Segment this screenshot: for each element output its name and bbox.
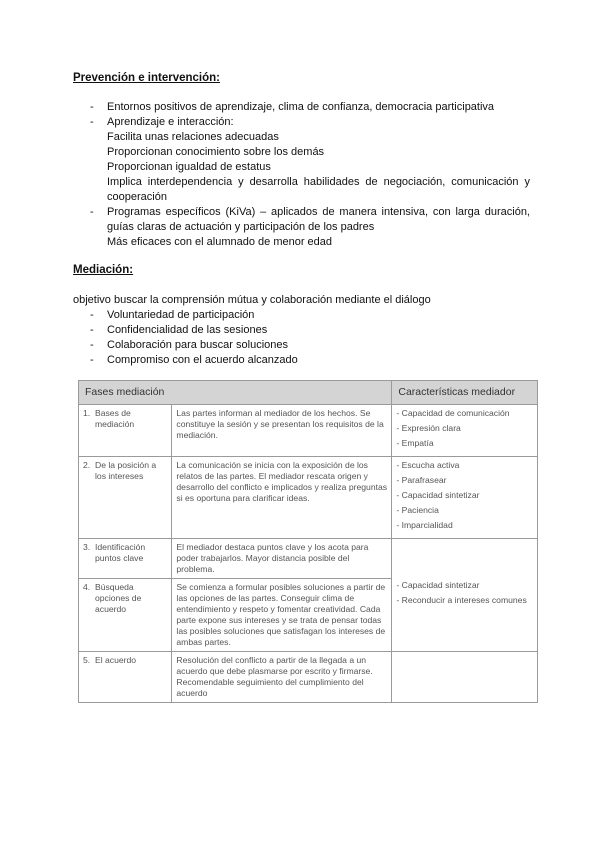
phase-description: La comunicación se inicia con la exposición de los relatos de las partes. El mediador rescata origen y desarrollo del conflicto e implicados y realiza preguntas si es oportuna para clarificar ideas. <box>172 457 392 539</box>
phase-number: 4. <box>83 582 91 592</box>
phase-name: Identificación puntos clave <box>95 542 146 563</box>
bullet-dash: - <box>90 116 94 128</box>
phase-number: 5. <box>83 655 91 665</box>
table-row <box>79 457 538 539</box>
phase-number: 3. <box>83 542 91 552</box>
traits-cell <box>392 539 538 652</box>
list-item-subline: Proporcionan conocimiento sobre los demás <box>107 146 325 158</box>
list-item <box>90 205 530 250</box>
trait-item: - Capacidad de comunicación <box>396 408 533 419</box>
phase-cell <box>79 579 172 652</box>
trait-item: - Capacidad sintetizar <box>396 580 533 591</box>
phase-cell <box>79 539 172 579</box>
bullet-dash: - <box>90 206 94 218</box>
traits-cell <box>392 405 538 457</box>
bullet-dash: - <box>90 101 94 113</box>
bullet-dash: - <box>90 339 94 351</box>
list-item-subline: Proporcionan igualdad de estatus <box>107 161 271 173</box>
list-item-text: Entornos positivos de aprendizaje, clima de confianza, democracia participativa <box>107 101 495 113</box>
section-heading-mediacion: Mediación: <box>73 264 134 276</box>
mediation-phases-table <box>78 380 538 703</box>
list-item <box>90 100 530 115</box>
trait-item: - Expresión clara <box>396 423 533 434</box>
table-row <box>79 539 538 579</box>
phase-name: Búsqueda opciones de acuerdo <box>95 582 142 614</box>
list-item <box>90 308 530 323</box>
trait-item: - Reconducir a intereses comunes <box>396 595 533 606</box>
list-item-subline: Más eficaces con el alumnado de menor edad <box>107 236 333 248</box>
list-item-text: Colaboración para buscar soluciones <box>107 339 288 351</box>
list-item <box>90 353 530 368</box>
table-row <box>79 652 538 703</box>
phase-name: De la posición a los intereses <box>95 460 157 481</box>
list-item-subline: Facilita unas relaciones adecuadas <box>107 131 279 143</box>
trait-item: - Empatía <box>396 438 533 449</box>
trait-item: - Escucha activa <box>396 460 533 471</box>
list-item <box>90 323 530 338</box>
header-traits: Características mediador <box>392 381 538 405</box>
list-item-subline: Implica interdependencia y desarrolla habilidades de negociación, comunicación y cooperación <box>107 176 530 203</box>
trait-item: - Parafrasear <box>396 475 533 486</box>
list-item-text: Confidencialidad de las sesiones <box>107 324 268 336</box>
list-item <box>90 115 530 205</box>
section-heading-prevencion: Prevención e intervención: <box>73 72 220 84</box>
bullet-dash: - <box>90 354 94 366</box>
mediacion-intro: objetivo buscar la comprensión mútua y colaboración mediante el diálogo <box>73 294 431 306</box>
phase-description: Resolución del conflicto a partir de la llegada a un acuerdo que debe plasmarse por escrito y firmarse. Recomendable seguimiento del cumplimiento del acuerdo <box>172 652 392 703</box>
bullet-dash: - <box>90 309 94 321</box>
phase-number: 2. <box>83 460 91 470</box>
phase-description: Las partes informan al mediador de los hechos. Se constituye la sesión y se presentan los requisitos de la mediación. <box>172 405 392 457</box>
list-item-text: Voluntariedad de participación <box>107 309 255 321</box>
list-item-text: Aprendizaje e interacción: <box>107 116 234 128</box>
mediacion-list <box>90 308 530 368</box>
prevencion-list <box>90 100 530 250</box>
phase-number: 1. <box>83 408 91 418</box>
table-header-row <box>79 381 538 405</box>
traits-cell <box>392 457 538 539</box>
list-item-text: Programas específicos (KiVa) – aplicados de manera intensiva, con larga duración, guías claras de actuación y participación de los padres <box>107 206 530 233</box>
trait-item: - Imparcialidad <box>396 520 533 531</box>
header-phases: Fases mediación <box>79 381 392 405</box>
table-row <box>79 405 538 457</box>
phase-cell <box>79 457 172 539</box>
phase-description: Se comienza a formular posibles soluciones a partir de las opciones de las partes. Conseguir clima de entendimiento y respeto y fomentar creatividad. Cada parte expone sus intereses y se trata de pensar todas las posibles soluciones que satisfagan los intereses de ambas partes. <box>172 579 392 652</box>
trait-item: - Capacidad sintetizar <box>396 490 533 501</box>
phase-name: El acuerdo <box>95 655 137 665</box>
trait-item: - Paciencia <box>396 505 533 516</box>
phase-cell <box>79 405 172 457</box>
bullet-dash: - <box>90 324 94 336</box>
phase-description: El mediador destaca puntos clave y los acota para poder trabajarlos. Mayor distancia posible del problema. <box>172 539 392 579</box>
list-item-text: Compromiso con el acuerdo alcanzado <box>107 354 298 366</box>
list-item <box>90 338 530 353</box>
phase-name: Bases de mediación <box>95 408 135 429</box>
traits-cell-empty <box>392 652 538 703</box>
phase-cell <box>79 652 172 703</box>
